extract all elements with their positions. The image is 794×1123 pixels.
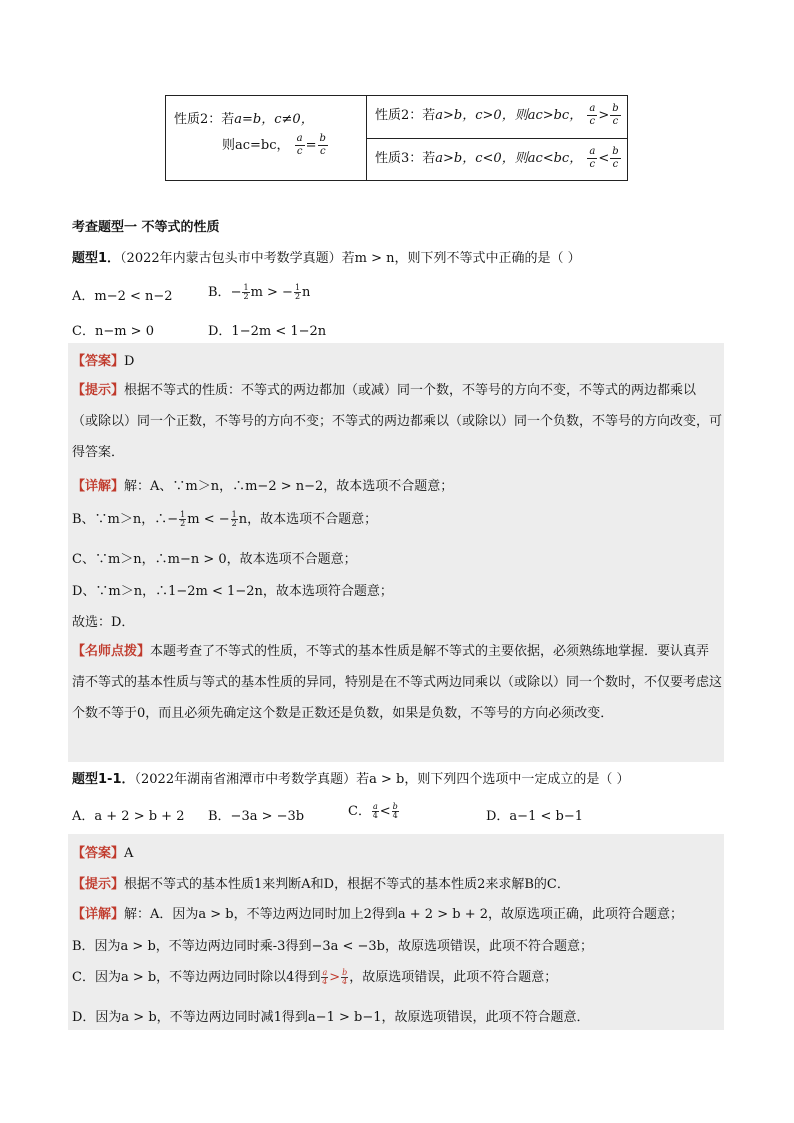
q1-option-b: B．− $\frac{1}{2}$ m > − $\frac{1}{2}$ n [208, 283, 311, 301]
property-2-equality-cell [166, 96, 367, 180]
q2-solution-box [68, 834, 724, 1030]
q1-option-a: A．m−2 < n−2 [72, 289, 173, 304]
q2-detail-d: D．因为a > b，不等边两边同时减1得到a−1 > b−1，故原选项错误，此项不符合题意． [72, 1010, 590, 1025]
property-3-inequality-text: 性质3：若a>b，c<0，则ac<bc， $\frac{a}{c}$ < $\frac{b}{c}$ [375, 146, 619, 170]
question-1-label: 题型1． [72, 251, 121, 266]
q2-option-b: B．−3a > −3b [208, 809, 305, 824]
q2-hint: 【提示】根据不等式的基本性质1来判断A和D，根据不等式的基本性质2来求解B的C． [72, 877, 570, 892]
section-title: 考查题型一 不等式的性质 [72, 220, 220, 235]
property-2-inequality-text: 性质2：若a>b，c>0，则ac>bc， $\frac{a}{c}$ > $\frac{b}{c}$ [375, 103, 619, 127]
q2-detail-c: C．因为a > b，不等边两边同时除以4得到 $\frac{a}{4}$ > $\frac{b}{4}$ ，故原选项错误，此项不符合题意； [72, 968, 558, 986]
q1-detail-a: 【详解】解：A、∵m＞n，∴m−2 > n−2，故本选项不合题意； [72, 479, 454, 494]
property-2-equality-condition: 性质2：若a=b，c≠0， [174, 112, 314, 127]
q1-teacher-note: 【名师点拨】本题考查了不等式的性质，不等式的基本性质是解不等式的主要依据，必须熟练地掌握．要认真弄清不等式的基本性质与等式的基本性质的异同，特别是在不等式两边同乘以（或除以）同一个数时，不仅要考虑这个数不等于0，而且必须先确定这个数是正数还是负数，如果是负数，不等号的方向必须改变． [72, 644, 723, 721]
q2-option-a: A．a + 2 > b + 2 [72, 809, 185, 824]
q2-option-d: D．a−1 < b−1 [486, 809, 583, 824]
property-2-inequality-cell [367, 96, 627, 139]
q1-answer: 【答案】D [72, 354, 135, 369]
q1-choose: 故选：D． [72, 615, 135, 630]
q2-detail-a: 【详解】解：A．因为a > b，不等边两边同时加上2得到a + 2 > b + 2，故原选项正确，此项符合题意； [72, 907, 683, 922]
property-3-inequality-cell [367, 139, 627, 180]
question-2-label: 题型1-1． [72, 772, 135, 787]
q2-option-c: C． $\frac{a}{4}$ < $\frac{b}{4}$ [348, 802, 398, 820]
q1-option-d: D．1−2m < 1−2n [208, 324, 327, 339]
q2-detail-b: B．因为a > b，不等边两边同时乘-3得到−3a < −3b，故原选项错误，此项不符合题意； [72, 939, 594, 954]
q1-option-c: C．n−m > 0 [72, 324, 154, 339]
question-2-text: （2022年湖南省湘潭市中考数学真题）若a > b，则下列四个选项中一定成立的是（ ） [134, 772, 630, 787]
q1-detail-c: C、∵m＞n，∴m−n > 0，故本选项不合题意； [72, 552, 357, 567]
q1-detail-b: B、∵m＞n，∴− $\frac{1}{2}$ m < − $\frac{1}{2}$ n，故本选项不合题意； [72, 510, 378, 528]
question-2-stem [72, 768, 629, 787]
question-1-stem [72, 247, 581, 266]
q1-hint: 【提示】根据不等式的性质：不等式的两边都加（或减）同一个数，不等号的方向不变，不等式的两边都乘以（或除以）同一个正数，不等号的方向不变；不等式的两边都乘以（或除以）同一个负数，不等号的方向改变，可得答案． [72, 383, 723, 460]
q1-detail-d: D、∵m＞n，∴1−2m < 1−2n，故本选项符合题意； [72, 584, 393, 599]
properties-table [165, 95, 628, 181]
property-2-equality-result: 则ac=bc， $\frac{a}{c}$ = $\frac{b}{c}$ [222, 133, 326, 157]
q2-answer: 【答案】A [72, 846, 134, 861]
question-1-text: （2022年内蒙古包头市中考数学真题）若m > n，则下列不等式中正确的是（ ） [120, 251, 581, 266]
